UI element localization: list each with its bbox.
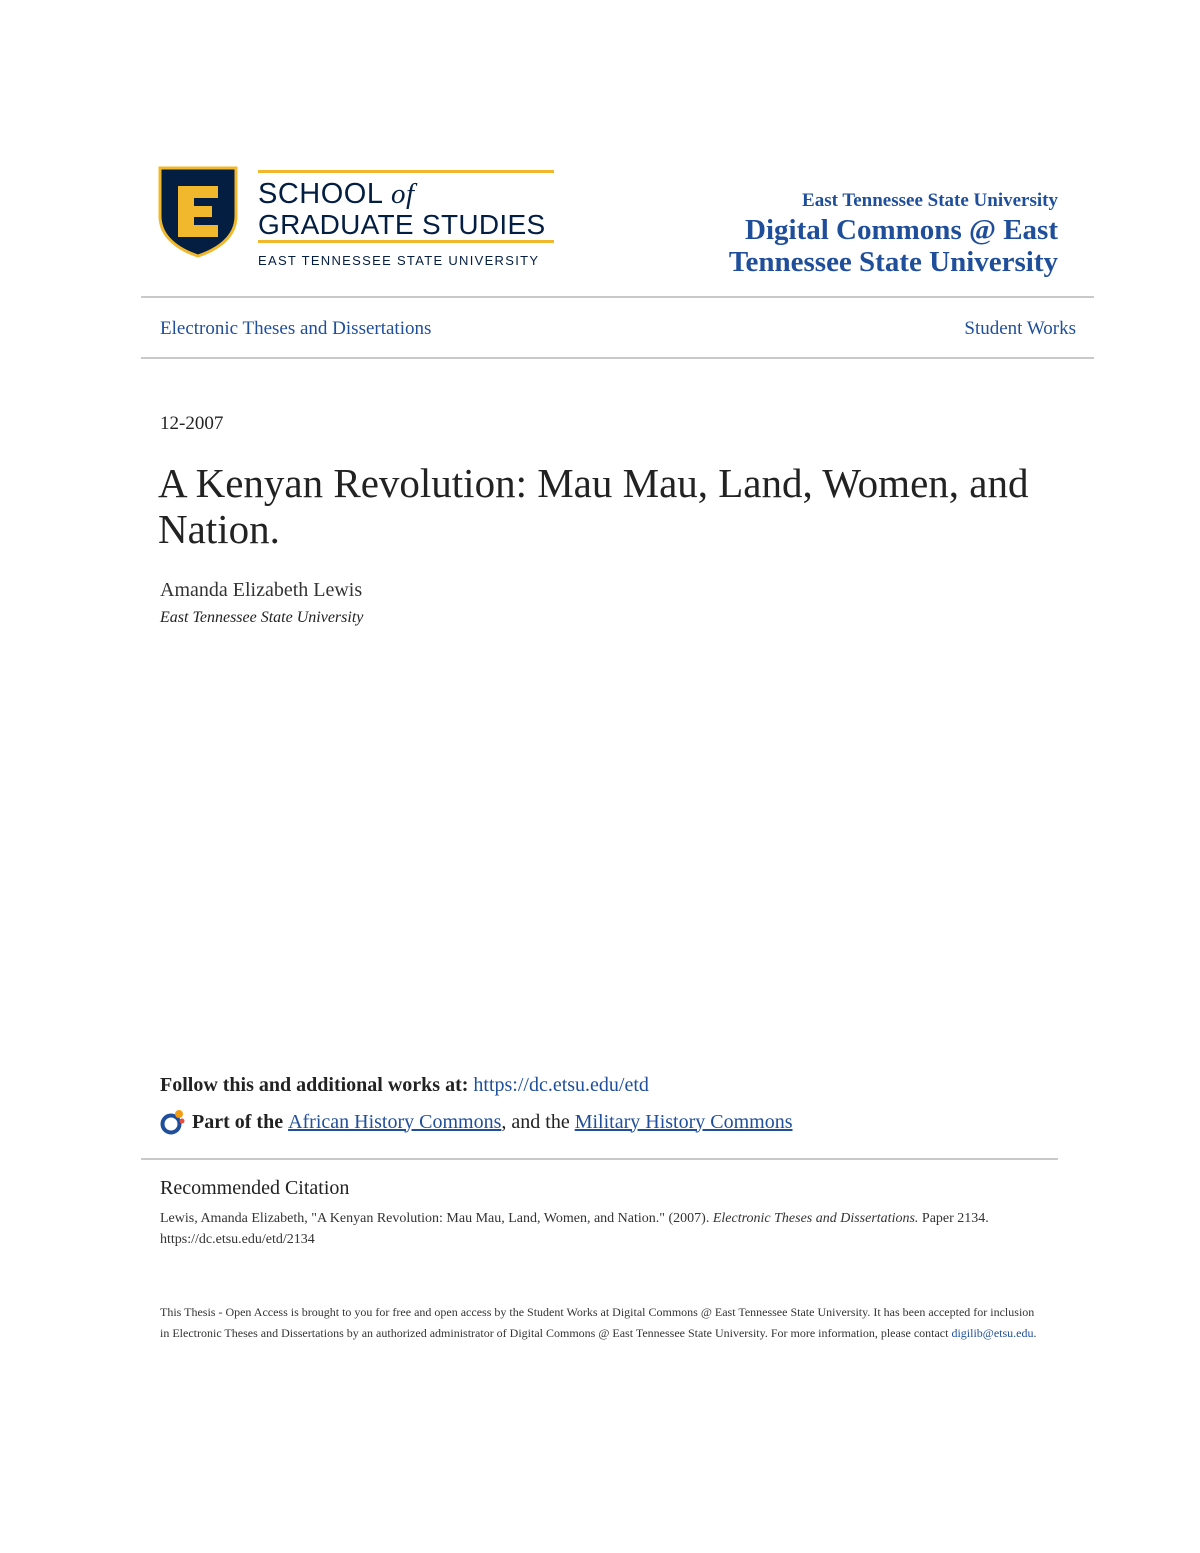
- part-of-middle: , and the: [501, 1110, 575, 1133]
- publication-date: 12-2007: [160, 413, 224, 434]
- nav-divider: [141, 357, 1094, 359]
- logo-top-rule: [258, 170, 554, 173]
- african-history-commons-link[interactable]: African History Commons: [288, 1110, 502, 1133]
- logo-line-3: EAST TENNESSEE STATE UNIVERSITY: [258, 253, 540, 268]
- citation-divider: [141, 1158, 1058, 1160]
- graduate-school-logo: [258, 170, 554, 268]
- citation-text: Lewis, Amanda Elizabeth, "A Kenyan Revolution: Mau Mau, Land, Women, and Nation." (2007). Electronic Theses and Dissertations. Paper 2134. https://dc.etsu.edu/etd/2134: [160, 1211, 989, 1247]
- access-notice: This Thesis - Open Access is brought to you for free and open access by the Student Works at Digital Commons @ East Tennessee State University. It has been accepted for inclusion in Electronic Theses and Dissertations by an authorized administrator of Digital Commons @ East Tennessee State University. For more information, please contact digilib@etsu.edu.: [160, 1305, 1037, 1340]
- collection-url-link[interactable]: https://dc.etsu.edu/etd: [473, 1074, 649, 1096]
- author-affiliation: East Tennessee State University: [160, 609, 364, 626]
- contact-email-link[interactable]: digilib@etsu.edu: [951, 1326, 1034, 1340]
- follow-label: Follow this and additional works at:: [160, 1074, 474, 1096]
- logo-line-1: SCHOOL of: [258, 178, 415, 210]
- commons-network-icon: [160, 1109, 186, 1135]
- military-history-commons-link[interactable]: Military History Commons: [574, 1110, 793, 1133]
- part-of-line: [160, 1109, 793, 1135]
- etsu-shield-logo: [158, 166, 238, 258]
- header-divider: [141, 296, 1094, 298]
- part-of-prefix: Part of the: [192, 1110, 289, 1133]
- student-works-link[interactable]: Student Works: [964, 318, 1076, 339]
- author-name: Amanda Elizabeth Lewis: [160, 579, 363, 601]
- repository-name-link[interactable]: Digital Commons @ East Tennessee State University: [728, 214, 1058, 278]
- logo-line-2: GRADUATE STUDIES: [258, 209, 546, 240]
- logo-bottom-rule: [258, 240, 554, 243]
- collection-link[interactable]: Electronic Theses and Dissertations: [160, 318, 432, 339]
- repository-institution: East Tennessee State University: [802, 190, 1058, 211]
- document-title: A Kenyan Revolution: Mau Mau, Land, Women, and Nation.: [158, 460, 1029, 552]
- citation-heading: Recommended Citation: [160, 1177, 350, 1199]
- follow-line: [160, 1074, 649, 1097]
